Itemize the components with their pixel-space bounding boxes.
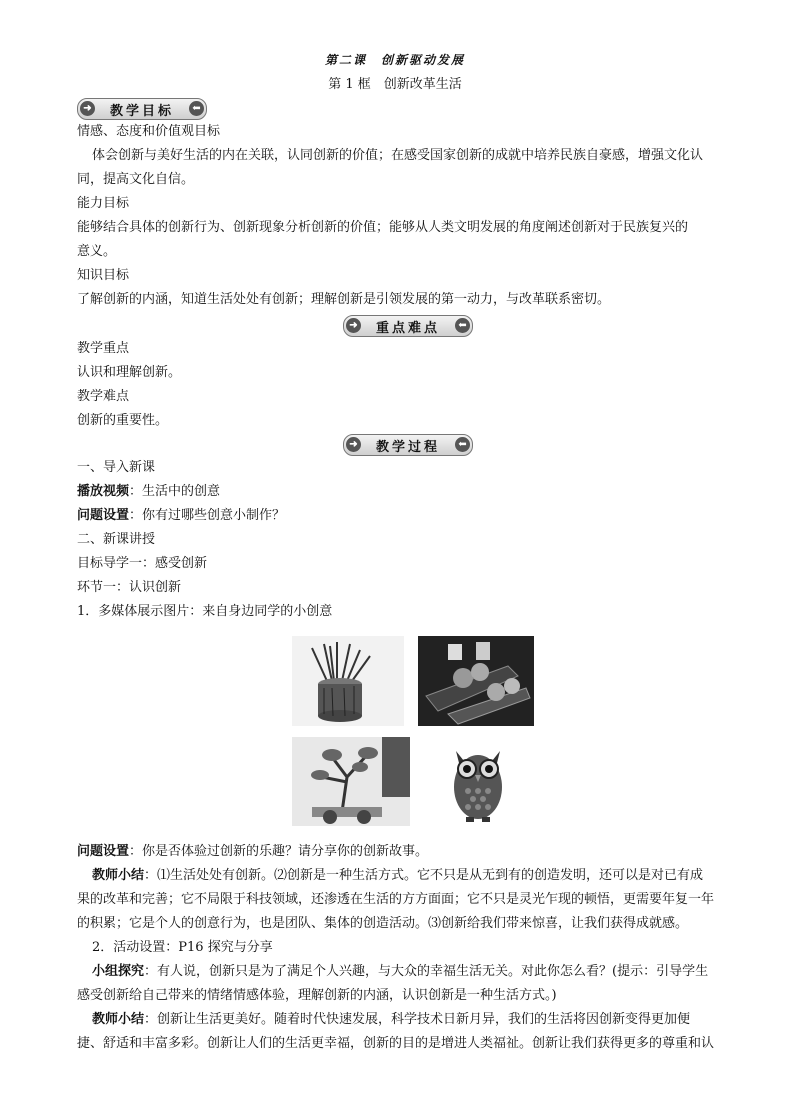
banner-label: 教学过程 — [375, 439, 440, 455]
teacher-summary-2-line-2: 捷、舒适和丰富多彩。创新让人们的生活更幸福，创新的目的是增进人类福祉。创新让我们获得更多的尊重和认 — [77, 1036, 715, 1051]
banner-teaching-process — [343, 434, 473, 456]
difficulty-text: 创新的重要性。 — [77, 413, 169, 428]
text: ：有人说，创新只是为了满足个人兴趣，与大众的幸福生活无关。对此你怎么看？(提示：引导学生 — [144, 964, 709, 979]
banner-key-points — [343, 315, 473, 337]
knowledge-text-1: 了解创新的内涵，知道生活处处有创新；理解创新是引领发展的第一动力，与改革联系密切。 — [77, 292, 611, 307]
focus-heading: 教学重点 — [77, 341, 130, 356]
section-title: 第 1 框 创新改革生活 — [328, 77, 462, 92]
teacher-summary-1-line-1 — [92, 866, 703, 886]
banner-label: 教学目标 — [109, 103, 174, 119]
process-line-4: 二、新课讲授 — [77, 532, 156, 547]
label: 教师小结 — [92, 1012, 145, 1027]
text: ：你有过哪些创意小制作？ — [129, 508, 286, 523]
lesson-title: 第二课 创新驱动发展 — [324, 53, 465, 67]
arrow-right-icon: ➜ — [80, 101, 95, 116]
tree-model-photo — [292, 737, 410, 826]
label: 播放视频 — [77, 484, 130, 499]
process-line-7: 1．多媒体展示图片：来自身边同学的小创意 — [77, 604, 333, 619]
teacher-summary-1-line-2: 果的改革和完善；它不局限于科技领域，还渗透在生活的方方面面；它不只是灵光乍现的顿悟，更需要年复一年 — [77, 892, 715, 907]
arrow-right-icon: ➜ — [346, 437, 361, 452]
arrow-left-icon: ⬅ — [455, 318, 470, 333]
banner-teaching-goals — [77, 98, 207, 120]
group-inquiry-line-1 — [92, 962, 708, 982]
emotion-text-2: 同，提高文化自信。 — [77, 172, 195, 187]
text: ：生活中的创意 — [129, 484, 221, 499]
label: 问题设置 — [77, 508, 130, 523]
owl-craft-photo — [438, 737, 518, 826]
activity-2-heading: 2．活动设置：P16 探究与分享 — [92, 940, 273, 955]
emotion-heading: 情感、态度和价值观目标 — [77, 124, 221, 139]
process-line-5: 目标导学一：感受创新 — [77, 556, 208, 571]
teacher-summary-1-line-3: 的积累；它是个人的创意行为，也是团队、集体的创造活动。⑶创新给我们带来惊喜，让我们获得成就感。 — [77, 916, 689, 931]
ability-text-2: 意义。 — [77, 244, 117, 259]
label: 教师小结 — [92, 868, 145, 883]
ability-text-1: 能够结合具体的创新行为、创新现象分析创新的价值；能够从人类文明发展的角度阐述创新对于民族复兴的 — [77, 220, 689, 235]
bottle-planter-photo — [418, 636, 534, 726]
text: ：⑴生活处处有创新。⑵创新是一种生活方式。它不只是从无到有的创造发明，还可以是对已有成 — [144, 868, 704, 883]
difficulty-heading: 教学难点 — [77, 389, 130, 404]
group-inquiry-line-2: 感受创新给自己带来的情绪情感体验，理解创新的内涵，认识创新是一种生活方式。) — [77, 988, 557, 1003]
banner-label: 重点难点 — [375, 320, 440, 336]
process-line-3 — [77, 506, 285, 526]
label: 问题设置 — [77, 844, 130, 859]
process-line-1: 一、导入新课 — [77, 460, 156, 475]
text: ：创新让生活更美好。随着时代快速发展，科学技术日新月异，我们的生活将因创新变得更加便 — [144, 1012, 691, 1027]
process-line-6: 环节一：认识创新 — [77, 580, 182, 595]
arrow-right-icon: ➜ — [346, 318, 361, 333]
teacher-summary-2-line-1 — [92, 1010, 690, 1030]
text: ：你是否体验过创新的乐趣？请分享你的创新故事。 — [129, 844, 429, 859]
ability-heading: 能力目标 — [77, 196, 130, 211]
question-line — [77, 842, 428, 862]
arrow-left-icon: ⬅ — [455, 437, 470, 452]
arrow-left-icon: ⬅ — [189, 101, 204, 116]
knowledge-heading: 知识目标 — [77, 268, 130, 283]
emotion-text-1: 体会创新与美好生活的内在关联，认同创新的价值；在感受国家创新的成就中培养民族自豪感，增强文化认 — [92, 148, 704, 163]
focus-text: 认识和理解创新。 — [77, 365, 182, 380]
label: 小组探究 — [92, 964, 145, 979]
process-line-2 — [77, 482, 220, 502]
pencil-holder-photo — [292, 636, 404, 726]
